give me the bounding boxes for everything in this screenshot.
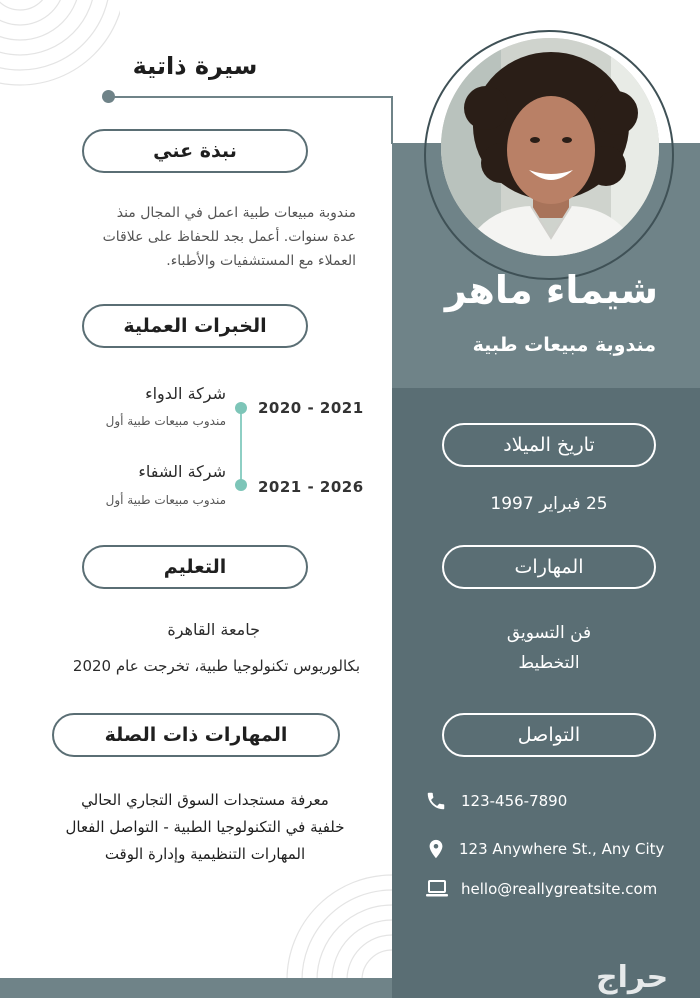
phone-icon: [425, 790, 447, 812]
experience-role: مندوب مبيعات طبية أول: [105, 414, 226, 428]
decorative-arcs-top: [0, 0, 120, 100]
experience-heading-label: الخبرات العملية: [123, 315, 267, 337]
laptop-icon: [425, 878, 449, 900]
about-line: عدة سنوات. أعمل بجد للحفاظ على علاقات: [102, 229, 356, 245]
experience-heading: [82, 304, 308, 348]
about-line: مندوبة مبيعات طبية اعمل في المجال منذ: [116, 205, 356, 221]
experience-company: شركة الشفاء: [138, 462, 226, 481]
education-degree: بكالوريوس تكنولوجيا طبية، تخرجت عام 2020: [72, 657, 360, 675]
connector-line-vertical: [391, 96, 393, 144]
connector-line: [108, 96, 393, 98]
experience-company: شركة الدواء: [145, 384, 226, 403]
experience-dates: 2020 - 2021: [258, 399, 364, 417]
related-skills-heading: [52, 713, 340, 757]
about-heading: [82, 129, 308, 173]
bottom-strip: [0, 978, 392, 998]
education-school: جامعة القاهرة: [167, 620, 260, 639]
decorative-arcs-bottom: [280, 860, 392, 980]
contact-address[interactable]: [425, 837, 664, 861]
related-skill-line: معرفة مستجدات السوق التجاري الحالي: [81, 791, 329, 809]
timeline-dot: [235, 479, 247, 491]
related-skill-line: المهارات التنظيمية وإدارة الوقت: [104, 845, 306, 863]
skill-item: فن التسويق: [506, 623, 592, 643]
birthdate-value: 25 فبراير 1997: [490, 494, 608, 514]
timeline-line: [240, 406, 242, 484]
watermark: حراج: [596, 960, 669, 995]
profile-photo: [441, 38, 659, 256]
profile-role: مندوبة مبيعات طبية: [472, 334, 656, 356]
location-pin-icon: [425, 837, 447, 861]
phone-value: 123-456-7890: [461, 792, 568, 810]
contact-heading: [442, 713, 656, 757]
skills-heading: [442, 545, 656, 589]
email-value: hello@reallygreatsite.com: [461, 880, 658, 898]
experience-dates: 2021 - 2026: [258, 478, 364, 496]
contact-email[interactable]: [425, 878, 657, 900]
skill-item: التخطيط: [518, 653, 580, 673]
document-title: سيرة ذاتية: [132, 52, 258, 80]
related-skills-heading-label: المهارات ذات الصلة: [104, 724, 288, 746]
education-heading: [82, 545, 308, 589]
address-value: 123 Anywhere St., Any City: [459, 840, 665, 858]
related-skill-line: خلفية في التكنولوجيا الطبية - التواصل الفعال: [65, 818, 345, 836]
profile-name: شيماء ماهر: [444, 268, 658, 312]
birthdate-heading-label: تاريخ الميلاد: [503, 434, 595, 456]
contact-heading-label: التواصل: [517, 724, 581, 746]
skills-list: [442, 618, 656, 678]
experience-role: مندوب مبيعات طبية أول: [105, 493, 226, 507]
about-heading-label: نبذة عني: [153, 140, 237, 162]
contact-phone[interactable]: [425, 790, 567, 812]
about-text: [40, 201, 356, 273]
about-line: العملاء مع المستشفيات والأطباء.: [166, 253, 356, 269]
skills-heading-label: المهارات: [514, 556, 584, 578]
education-heading-label: التعليم: [163, 556, 227, 578]
info-panel: [392, 388, 700, 998]
birthdate-heading: [442, 423, 656, 467]
timeline-dot: [235, 402, 247, 414]
related-skills-text: [40, 787, 370, 868]
